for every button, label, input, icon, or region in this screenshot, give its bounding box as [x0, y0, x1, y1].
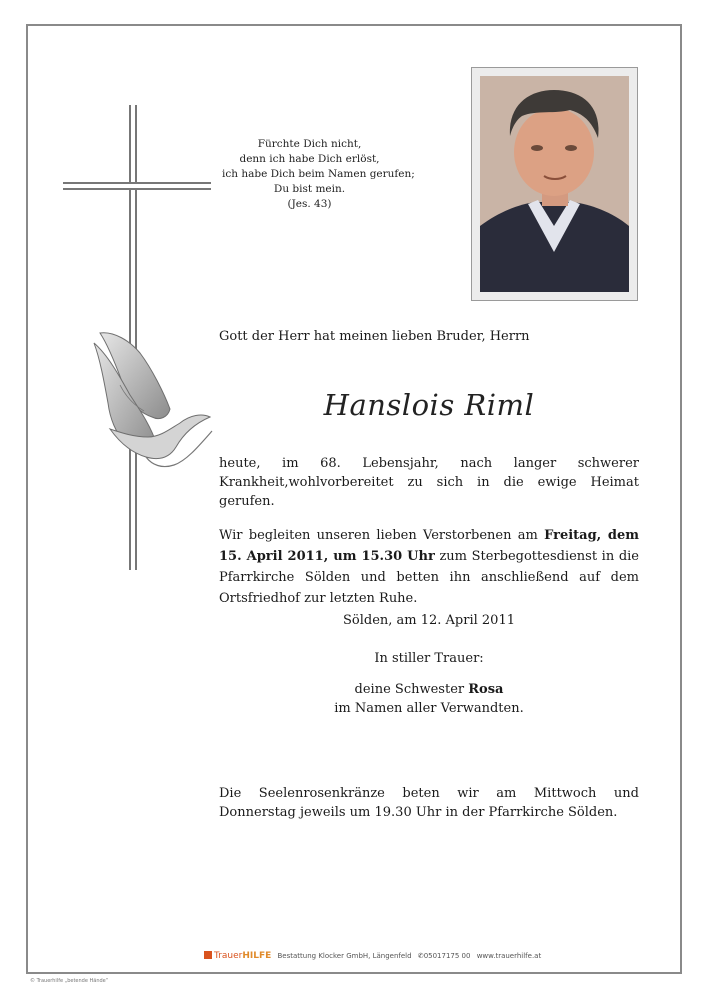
passing-text: heute, im 68. Lebensjahr, nach langer schwerer Krankheit,wohlvorbereitet zu sich in die ewige Heimat gerufen.	[219, 456, 639, 509]
signature-name: Rosa	[468, 682, 504, 697]
praying-hands-image	[90, 325, 215, 470]
verse-line: ich habe Dich beim Namen gerufen;	[222, 168, 415, 180]
funeral-text	[219, 525, 639, 609]
signature-line	[219, 680, 639, 699]
image-credit: © Trauerhilfe „betende Hände“	[30, 978, 109, 984]
verse-line: Fürchte Dich nicht,	[257, 138, 362, 150]
brand-part2: HILFE	[242, 951, 272, 961]
mourning-heading: In stiller Trauer:	[374, 651, 484, 666]
funeral-text-post: zum Sterbegottesdienst in die Pfarrkirche Sölden und betten ihn anschließend auf dem Ortsfriedhof zur letzten Ruhe.	[219, 549, 639, 606]
footer-website[interactable]: www.trauerhilfe.at	[476, 952, 542, 960]
intro-text: Gott der Herr hat meinen lieben Bruder, Herrn	[219, 329, 530, 344]
trauerhilfe-logo-icon	[204, 951, 212, 959]
funeral-text-pre: Wir begleiten unseren lieben Verstorbenen am	[219, 528, 545, 543]
footer-phone: 05017175 00	[423, 952, 471, 960]
place-date: Sölden, am 12. April 2011	[342, 613, 515, 628]
signature-pre: deine Schwester	[354, 682, 469, 697]
deceased-name: Hanslois Riml	[323, 388, 535, 422]
rosary-text: Die Seelenrosenkränze beten wir am Mittwoch und Donnerstag jeweils um 19.30 Uhr in der Pfarrkirche Sölden.	[219, 786, 639, 820]
verse-line: denn ich habe Dich erlöst,	[239, 153, 380, 165]
portrait-photo	[480, 76, 629, 292]
bible-verse	[222, 137, 415, 212]
signature-relatives: im Namen aller Verwandten.	[334, 701, 524, 716]
portrait-illustration	[480, 76, 629, 292]
phone-icon: ✆	[417, 952, 424, 960]
footer-company: Bestattung Klocker GmbH, Längenfeld	[277, 952, 412, 960]
brand-part1: Trauer	[214, 951, 243, 961]
funeral-date: Freitag, dem 15. April 2011, um 15.30 Uhr	[219, 528, 639, 564]
footer	[204, 951, 541, 961]
portrait-frame	[471, 67, 638, 301]
verse-line: Du bist mein.	[273, 183, 346, 195]
verse-reference: (Jes. 43)	[287, 198, 332, 210]
